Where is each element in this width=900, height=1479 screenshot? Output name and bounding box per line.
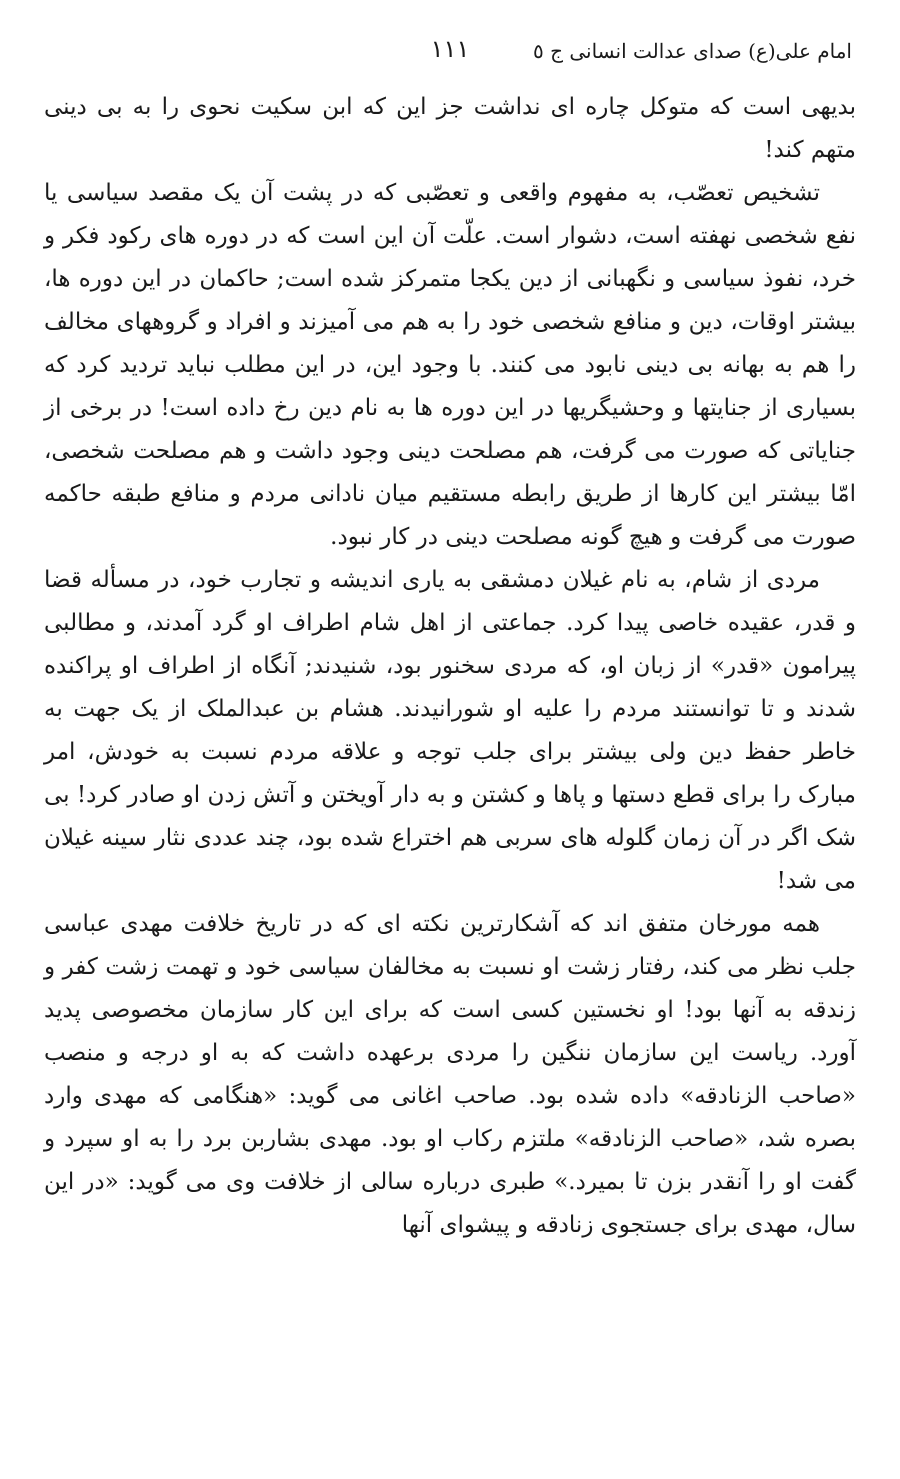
page-number: ١١١ — [430, 35, 470, 63]
running-title: امام علی(ع) صدای عدالت انسانی ج ٥ — [532, 39, 852, 63]
paragraph-4: همه مورخان متفق اند که آشکارترین نکته ای که در تاریخ خلافت مهدی عباسی جلب نظر می کند، رفتار زشت او نسبت به مخالفان سیاسی خود و تهمت زشت کفر و زندقه به آنها بود! او نخستین کسی است که برای این کار سازمان مخصوصی پدید آورد. ریاست این سازمان ننگین را مردی برعهده داشت که به او درجه و منصب «صاحب الزنادقه» داده شده بود. صاحب اغانی می گوید: «هنگامی که مهدی وارد بصره شد، «صاحب الزنادقه» ملتزم رکاب او بود. مهدی بشاربن برد را به او سپرد و گفت او را آنقدر بزن تا بمیرد.» طبری درباره سالی از خلافت وی می گوید: «در این سال، مهدی برای جستجوی زنادقه و پیشوای آنها — [44, 911, 856, 1238]
paragraph-2: تشخیص تعصّب، به مفهوم واقعی و تعصّبی که در پشت آن یک مقصد سیاسی یا نفع شخصی نهفته است، دشوار است. علّت آن این است که در دوره های رکود فکر و خرد، نفوذ سیاسی و نگهبانی از دین یکجا متمرکز شده است; حاکمان در این دوره ها، بیشتر اوقات، دین و منافع شخصی خود را به هم می آمیزند و افراد و گروههای مخالف را هم به بهانه بی دینی نابود می کنند. با وجود این، در این مطلب نباید تردید کرد که بسیاری از جنایتها و وحشیگریها در این دوره ها به نام دین رخ داده است! در برخی از جنایاتی که صورت می گرفت، هم مصلحت دینی وجود داشت و هم مصلحت شخصی، امّا بیشتر این کارها از طریق رابطه مستقیم میان نادانی مردم و منافع طبقه حاکمه صورت می گرفت و هیچ گونه مصلحت دینی در کار نبود. — [44, 180, 856, 550]
paragraph-3: مردی از شام، به نام غیلان دمشقی به یاری اندیشه و تجارب خود، در مسأله قضا و قدر، عقیده خاصی پیدا کرد. جماعتی از اهل شام اطراف او گرد آمدند، و مطالبی پیرامون «قدر» از زبان او، که مردی سخنور بود، شنیدند; آنگاه از اطراف او پراکنده شدند و تا توانستند مردم را علیه او شورانیدند. هشام بن عبدالملک از یک جهت به خاطر حفظ دین ولی بیشتر برای جلب توجه و علاقه مردم نسبت به خودش، امر مبارک را برای قطع دستها و پاها و کشتن و به دار آویختن و آتش زدن او صادر کرد! بی شک اگر در آن زمان گلوله های سربی هم اختراع شده بود، چند عددی نثار سینه غیلان می شد! — [44, 567, 856, 894]
body-text — [44, 86, 856, 1247]
paragraph-1: بدیهی است که متوکل چاره ای نداشت جز این که ابن سکیت نحوی را به بی دینی متهم کند! — [44, 94, 856, 163]
